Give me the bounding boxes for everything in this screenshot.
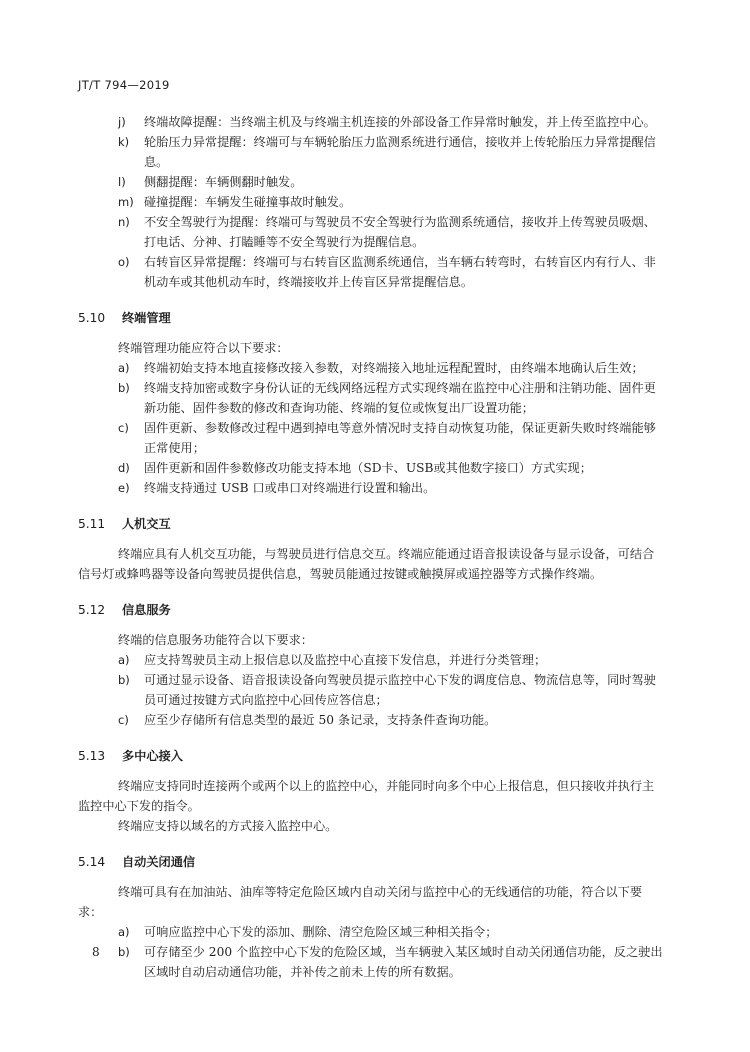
list-item	[118, 458, 666, 478]
list-item	[118, 942, 666, 982]
list-marker: a)	[118, 925, 130, 939]
list-item	[118, 212, 666, 252]
list-item	[118, 132, 666, 172]
list-item-text: 可存储至少 200 个监控中心下发的危险区域，当车辆驶入某区域时自动关闭通信功能，反之驶出区域时自动启动通信功能，并补传之前未上传的所有数据。	[144, 945, 663, 979]
section-number: 5.13	[78, 749, 106, 763]
list-marker: l)	[118, 175, 126, 189]
list-item	[118, 172, 666, 192]
list-item	[118, 378, 666, 418]
section-heading-5-14	[78, 852, 666, 872]
list-item	[118, 418, 666, 458]
section-intro: 终端的信息服务功能符合以下要求：	[118, 633, 313, 647]
list-marker: b)	[118, 945, 130, 959]
section-paragraph: 终端应支持同时连接两个或两个以上的监控中心，并能同时向多个中心上报信息，但只接收并执行主监控中心下发的指令。	[78, 779, 655, 813]
list-item-text: 终端初始支持本地直接修改接入参数，对终端接入地址远程配置时，由终端本地确认后生效；	[144, 361, 644, 375]
list-item-text: 终端支持通过 USB 口或串口对终端进行设置和输出。	[144, 481, 436, 495]
section-heading-5-10	[78, 308, 666, 328]
list-continued	[118, 112, 666, 292]
list-marker: d)	[118, 461, 130, 475]
list-item	[118, 670, 666, 710]
section-title: 信息服务	[122, 603, 171, 617]
list-item-text: 应至少存储所有信息类型的最近 50 条记录，支持条件查询功能。	[144, 713, 497, 727]
section-title: 自动关闭通信	[122, 855, 196, 869]
list-marker: c)	[118, 421, 129, 435]
list-item-text: 固件更新和固件参数修改功能支持本地（SD卡、USB或其他数字接口）方式实现；	[144, 461, 592, 475]
list-item-text: 轮胎压力异常提醒：终端可与车辆轮胎压力监测系统进行通信，接收并上传轮胎压力异常提醒信息。	[144, 135, 656, 169]
section-number: 5.12	[78, 603, 106, 617]
list-item	[118, 710, 666, 730]
section-heading-5-11	[78, 514, 666, 534]
section-heading-5-13	[78, 746, 666, 766]
page-number: 8	[92, 945, 100, 959]
section-heading-5-12	[78, 600, 666, 620]
section-intro: 终端管理功能应符合以下要求：	[118, 341, 289, 355]
list-item-text: 终端支持加密或数字身份认证的无线网络远程方式实现终端在监控中心注册和注销功能、固件更新功能、固件参数的修改和查询功能、终端的复位或恢复出厂设置功能；	[144, 381, 656, 415]
page-content	[78, 112, 666, 982]
list-marker: e)	[118, 481, 130, 495]
list-item-text: 应支持驾驶员主动上报信息以及监控中心直接下发信息，并进行分类管理；	[144, 653, 547, 667]
list-item-text: 侧翻提醒：车辆侧翻时触发。	[144, 175, 303, 189]
document-id-header: JT/T 794—2019	[78, 78, 170, 92]
section-number: 5.11	[78, 517, 106, 531]
section-title: 多中心接入	[122, 749, 183, 763]
list-item-text: 不安全驾驶行为提醒：终端可与驾驶员不安全驾驶行为监测系统通信，接收并上传驾驶员吸烟、打电话、分神、打瞌睡等不安全驾驶行为提醒信息。	[144, 215, 656, 249]
list-marker: b)	[118, 381, 130, 395]
list-item-text: 固件更新、参数修改过程中遇到掉电等意外情况时支持自动恢复功能，保证更新失败时终端能够正常使用；	[144, 421, 656, 455]
list-item	[118, 112, 666, 132]
list-marker: a)	[118, 653, 130, 667]
list-marker: m)	[118, 195, 134, 209]
section-number: 5.14	[78, 855, 106, 869]
list-item	[118, 252, 666, 292]
section-title: 人机交互	[122, 517, 171, 531]
list-item	[118, 650, 666, 670]
section-number: 5.10	[78, 311, 106, 325]
list-item	[118, 478, 666, 498]
list-item	[118, 358, 666, 378]
list-marker: a)	[118, 361, 130, 375]
section-paragraph: 终端应具有人机交互功能，与驾驶员进行信息交互。终端应能通过语音报读设备与显示设备，可结合信号灯或蜂鸣器等设备向驾驶员提供信息，驾驶员能通过按键或触摸屏或遥控器等方式操作终端。	[78, 547, 655, 581]
list-marker: c)	[118, 713, 129, 727]
list-marker: b)	[118, 673, 130, 687]
section-paragraph: 终端应支持以域名的方式接入监控中心。	[118, 819, 338, 833]
list-marker: k)	[118, 135, 130, 149]
section-paragraph: 终端可具有在加油站、油库等特定危险区域内自动关闭与监控中心的无线通信的功能，符合以下要求：	[78, 885, 643, 919]
list-item-text: 右转盲区异常提醒：终端可与右转盲区监测系统通信，当车辆右转弯时，右转盲区内有行人、非机动车或其他机动车时，终端接收并上传盲区异常提醒信息。	[144, 255, 656, 289]
list-item	[118, 922, 666, 942]
list-marker: j)	[118, 115, 126, 129]
list-item-text: 终端故障提醒：当终端主机及与终端主机连接的外部设备工作异常时触发，并上传至监控中心。	[144, 115, 656, 129]
list-item-text: 可响应监控中心下发的添加、删除、清空危险区域三种相关指令；	[144, 925, 498, 939]
list-item	[118, 192, 666, 212]
list-item-text: 可通过显示设备、语音报读设备向驾驶员提示监控中心下发的调度信息、物流信息等，同时驾驶员可通过按键方式向监控中心回传应答信息；	[144, 673, 656, 707]
section-title: 终端管理	[122, 311, 171, 325]
list-item-text: 碰撞提醒：车辆发生碰撞事故时触发。	[144, 195, 352, 209]
list-marker: n)	[118, 215, 130, 229]
list-marker: o)	[118, 255, 130, 269]
